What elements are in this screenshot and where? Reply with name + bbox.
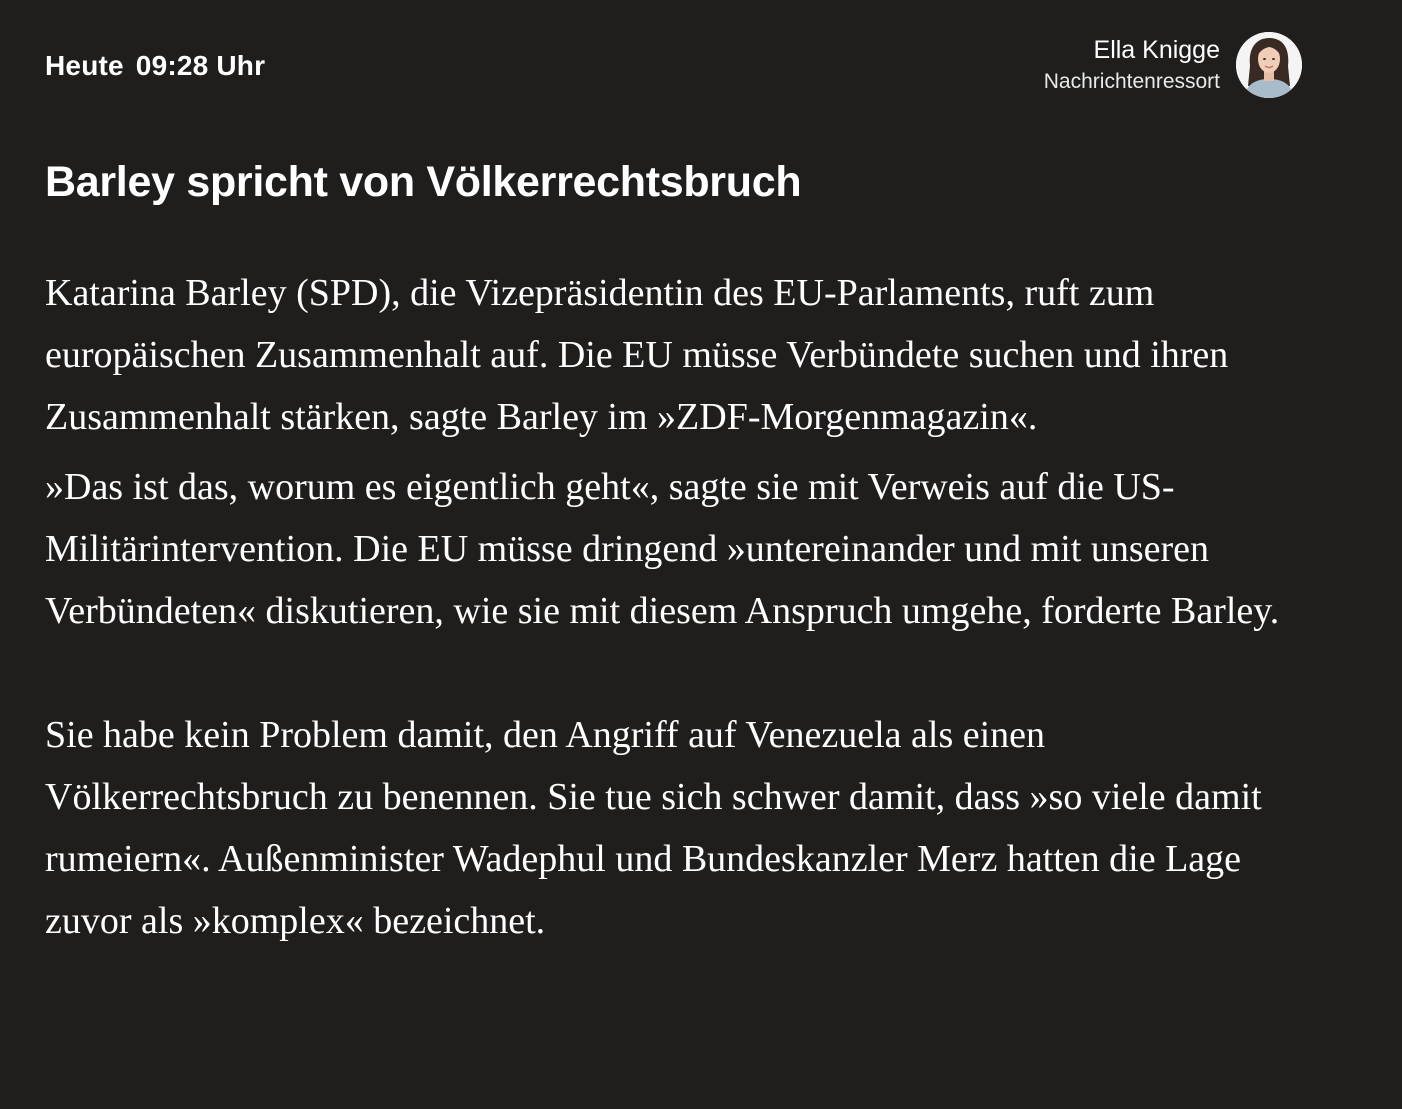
timestamp-day: Heute xyxy=(45,50,124,81)
author-name[interactable]: Ella Knigge xyxy=(1093,36,1220,64)
paragraph-1: Katarina Barley (SPD), die Vizepräsidentin des EU-Parlaments, ruft zum europäischen Zusammenhalt auf. Die EU müsse Verbündete suchen und ihren Zusammenhalt stärken, sagte Barley im »ZDF-Morgenmagazin«. xyxy=(45,272,1229,438)
timestamp-time: 09:28 Uhr xyxy=(135,50,266,81)
author-info xyxy=(1044,33,1220,97)
entry-timestamp xyxy=(45,50,265,82)
entry-headline: Barley spricht von Völkerrechtsbruch xyxy=(45,158,802,206)
paragraph-3: Sie habe kein Problem damit, den Angriff auf Venezuela als einen Völkerrechtsbruch zu benennen. Sie tue sich schwer damit, dass »so viele damit rumeiern«. Außenminister Wadephul und Bundeskanzler Merz hatten die Lage zuvor als »komplex« bezeichnet. xyxy=(45,714,1262,942)
author-department: Nachrichtenressort xyxy=(1043,70,1220,93)
portrait-icon xyxy=(1236,32,1302,98)
author-avatar-icon[interactable] xyxy=(1236,32,1302,98)
entry-body xyxy=(45,262,1295,952)
entry-meta xyxy=(45,30,1302,100)
paragraph-2: »Das ist das, worum es eigentlich geht«, sagte sie mit Verweis auf die US-Militärintervention. Die EU müsse dringend »untereinander und mit unseren Verbündeten« diskutieren, wie sie mit diesem Anspruch umgehe, forderte Barley. xyxy=(45,466,1280,632)
author-box[interactable] xyxy=(1044,32,1302,98)
